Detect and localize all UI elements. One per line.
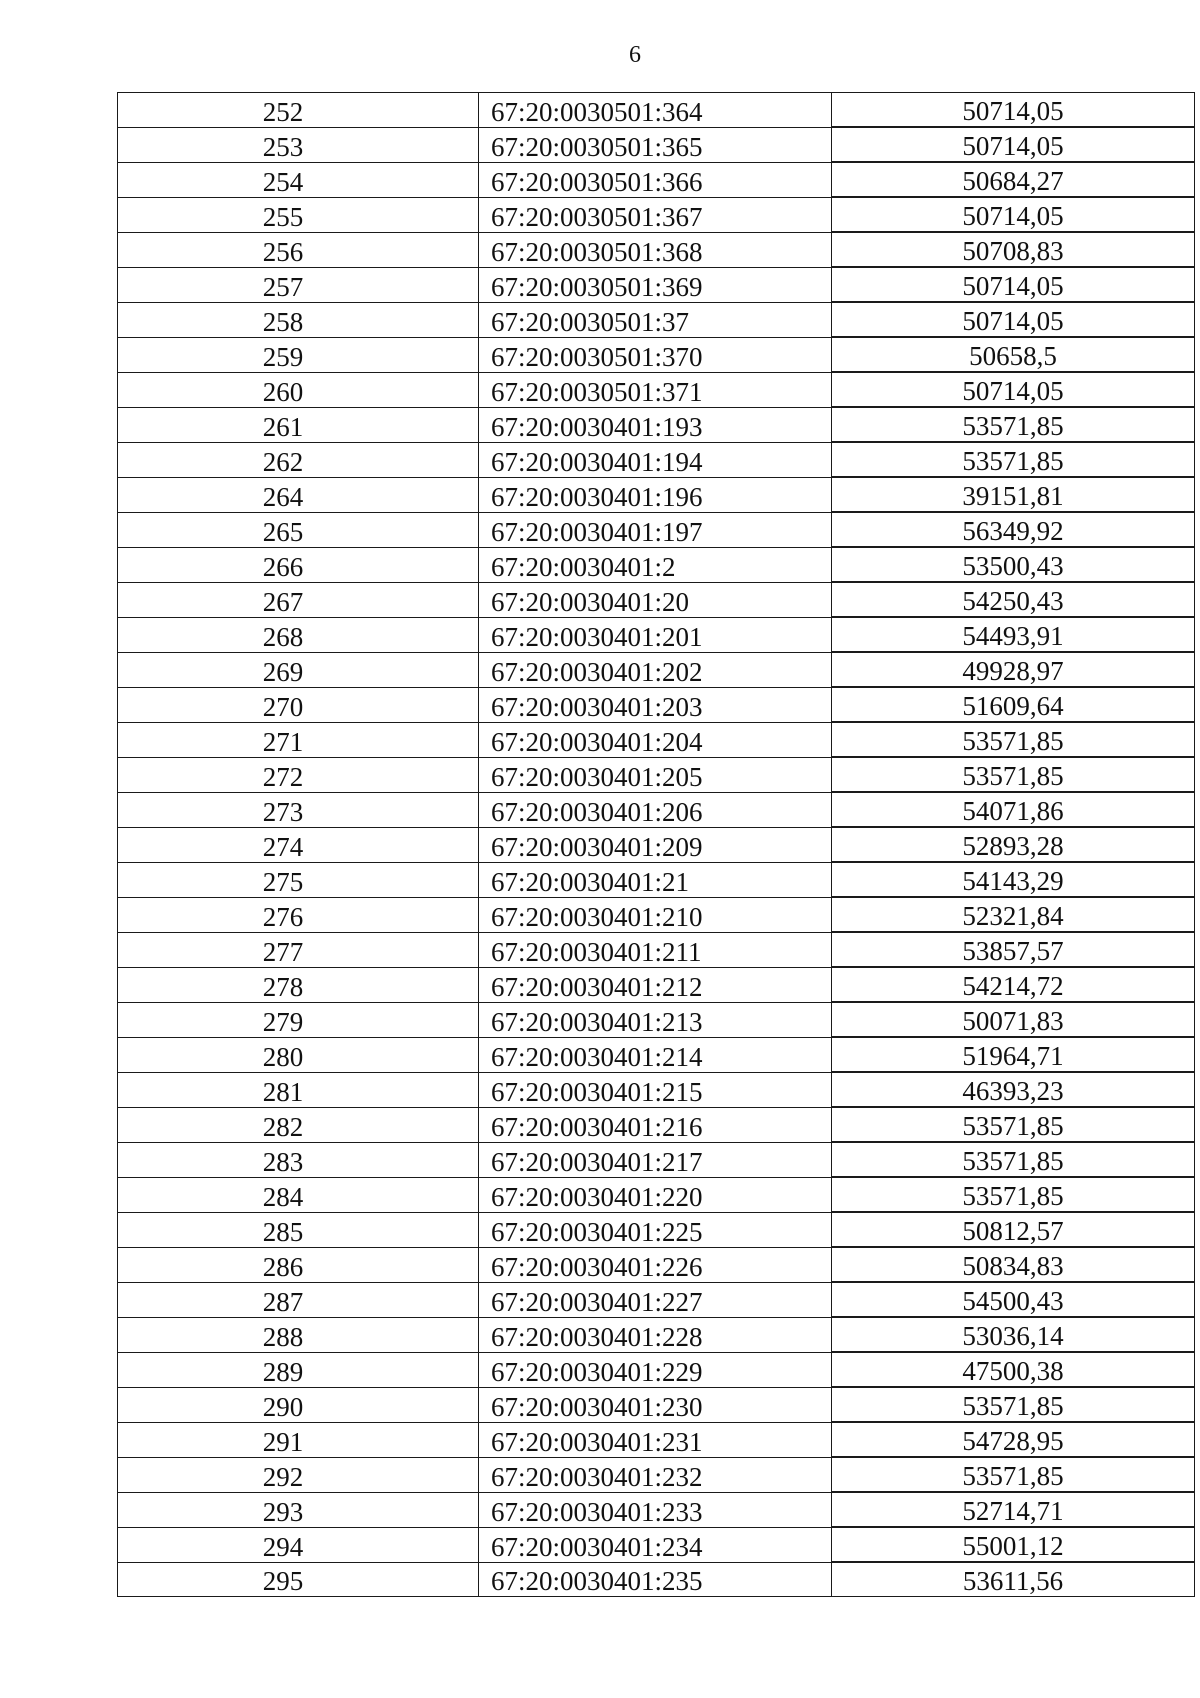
row-number-cell: 285 bbox=[118, 1212, 479, 1247]
cadastral-number-cell: 67:20:0030401:205 bbox=[479, 757, 832, 792]
row-number-cell: 286 bbox=[118, 1247, 479, 1282]
table-row bbox=[118, 652, 1195, 687]
cadastral-number-cell: 67:20:0030401:194 bbox=[479, 442, 832, 477]
cadastral-number-cell: 67:20:0030501:371 bbox=[479, 372, 832, 407]
table-row bbox=[118, 1002, 1195, 1037]
cadastral-number-cell: 67:20:0030401:20 bbox=[479, 582, 832, 617]
row-number-cell: 271 bbox=[118, 722, 479, 757]
value-cell: 52893,28 bbox=[832, 827, 1195, 862]
value-cell: 54500,43 bbox=[832, 1282, 1195, 1317]
value-cell: 50071,83 bbox=[832, 1002, 1195, 1037]
row-number-cell: 255 bbox=[118, 197, 479, 232]
table-row bbox=[118, 687, 1195, 722]
cadastral-number-cell: 67:20:0030501:370 bbox=[479, 337, 832, 372]
row-number-cell: 264 bbox=[118, 477, 479, 512]
row-number-cell: 293 bbox=[118, 1492, 479, 1527]
row-number-cell: 275 bbox=[118, 862, 479, 897]
table-row bbox=[118, 1492, 1195, 1527]
value-cell: 50708,83 bbox=[832, 232, 1195, 267]
table-row bbox=[118, 1177, 1195, 1212]
row-number-cell: 276 bbox=[118, 897, 479, 932]
table-row bbox=[118, 1282, 1195, 1317]
table-row bbox=[118, 1107, 1195, 1142]
page-number: 6 bbox=[629, 42, 641, 68]
table-row bbox=[118, 1352, 1195, 1387]
table-row bbox=[118, 967, 1195, 1002]
cadastral-number-cell: 67:20:0030501:365 bbox=[479, 127, 832, 162]
row-number-cell: 266 bbox=[118, 547, 479, 582]
value-cell: 50714,05 bbox=[832, 302, 1195, 337]
table-row bbox=[118, 302, 1195, 337]
value-cell: 50658,5 bbox=[832, 337, 1195, 372]
value-cell: 50812,57 bbox=[832, 1212, 1195, 1247]
cadastral-value-table bbox=[117, 92, 1195, 1597]
table-row bbox=[118, 722, 1195, 757]
value-cell: 53571,85 bbox=[832, 1177, 1195, 1212]
value-cell: 50714,05 bbox=[832, 267, 1195, 302]
row-number-cell: 253 bbox=[118, 127, 479, 162]
value-cell: 53036,14 bbox=[832, 1317, 1195, 1352]
row-number-cell: 260 bbox=[118, 372, 479, 407]
cadastral-number-cell: 67:20:0030501:368 bbox=[479, 232, 832, 267]
cadastral-number-cell: 67:20:0030401:201 bbox=[479, 617, 832, 652]
cadastral-number-cell: 67:20:0030401:231 bbox=[479, 1422, 832, 1457]
row-number-cell: 294 bbox=[118, 1527, 479, 1562]
value-cell: 54143,29 bbox=[832, 862, 1195, 897]
value-cell: 51609,64 bbox=[832, 687, 1195, 722]
row-number-cell: 280 bbox=[118, 1037, 479, 1072]
value-cell: 39151,81 bbox=[832, 477, 1195, 512]
value-cell: 50834,83 bbox=[832, 1247, 1195, 1282]
cadastral-number-cell: 67:20:0030401:220 bbox=[479, 1177, 832, 1212]
cadastral-number-cell: 67:20:0030401:193 bbox=[479, 407, 832, 442]
row-number-cell: 274 bbox=[118, 827, 479, 862]
table-row bbox=[118, 232, 1195, 267]
cadastral-number-cell: 67:20:0030401:212 bbox=[479, 967, 832, 1002]
cadastral-number-cell: 67:20:0030401:227 bbox=[479, 1282, 832, 1317]
value-cell: 46393,23 bbox=[832, 1072, 1195, 1107]
table-row bbox=[118, 1317, 1195, 1352]
row-number-cell: 269 bbox=[118, 652, 479, 687]
table-row bbox=[118, 862, 1195, 897]
value-cell: 54493,91 bbox=[832, 617, 1195, 652]
value-cell: 53571,85 bbox=[832, 1387, 1195, 1422]
table-row bbox=[118, 372, 1195, 407]
table-row bbox=[118, 897, 1195, 932]
value-cell: 54071,86 bbox=[832, 792, 1195, 827]
value-cell: 50714,05 bbox=[832, 197, 1195, 232]
cadastral-number-cell: 67:20:0030401:211 bbox=[479, 932, 832, 967]
row-number-cell: 278 bbox=[118, 967, 479, 1002]
table-row bbox=[118, 1037, 1195, 1072]
cadastral-number-cell: 67:20:0030501:364 bbox=[479, 93, 832, 128]
value-cell: 54250,43 bbox=[832, 582, 1195, 617]
cadastral-number-cell: 67:20:0030401:226 bbox=[479, 1247, 832, 1282]
value-cell: 53611,56 bbox=[832, 1562, 1195, 1597]
cadastral-number-cell: 67:20:0030401:202 bbox=[479, 652, 832, 687]
row-number-cell: 279 bbox=[118, 1002, 479, 1037]
row-number-cell: 289 bbox=[118, 1352, 479, 1387]
table-row bbox=[118, 512, 1195, 547]
row-number-cell: 291 bbox=[118, 1422, 479, 1457]
value-cell: 47500,38 bbox=[832, 1352, 1195, 1387]
cadastral-number-cell: 67:20:0030401:216 bbox=[479, 1107, 832, 1142]
table-row bbox=[118, 1142, 1195, 1177]
row-number-cell: 265 bbox=[118, 512, 479, 547]
cadastral-number-cell: 67:20:0030401:228 bbox=[479, 1317, 832, 1352]
table-row bbox=[118, 1247, 1195, 1282]
table-row bbox=[118, 162, 1195, 197]
table-body bbox=[118, 93, 1195, 1597]
value-cell: 53571,85 bbox=[832, 407, 1195, 442]
value-cell: 53571,85 bbox=[832, 1457, 1195, 1492]
cadastral-number-cell: 67:20:0030401:196 bbox=[479, 477, 832, 512]
cadastral-number-cell: 67:20:0030401:230 bbox=[479, 1387, 832, 1422]
row-number-cell: 292 bbox=[118, 1457, 479, 1492]
cadastral-number-cell: 67:20:0030401:217 bbox=[479, 1142, 832, 1177]
row-number-cell: 281 bbox=[118, 1072, 479, 1107]
table-row bbox=[118, 1072, 1195, 1107]
cadastral-number-cell: 67:20:0030401:213 bbox=[479, 1002, 832, 1037]
row-number-cell: 259 bbox=[118, 337, 479, 372]
table-row bbox=[118, 932, 1195, 967]
value-cell: 50714,05 bbox=[832, 372, 1195, 407]
table-row bbox=[118, 1387, 1195, 1422]
value-cell: 53571,85 bbox=[832, 1107, 1195, 1142]
cadastral-number-cell: 67:20:0030401:233 bbox=[479, 1492, 832, 1527]
table-row bbox=[118, 1527, 1195, 1562]
row-number-cell: 277 bbox=[118, 932, 479, 967]
row-number-cell: 287 bbox=[118, 1282, 479, 1317]
cadastral-number-cell: 67:20:0030401:232 bbox=[479, 1457, 832, 1492]
table-row bbox=[118, 1457, 1195, 1492]
row-number-cell: 283 bbox=[118, 1142, 479, 1177]
cadastral-number-cell: 67:20:0030401:204 bbox=[479, 722, 832, 757]
row-number-cell: 256 bbox=[118, 232, 479, 267]
cadastral-number-cell: 67:20:0030401:206 bbox=[479, 792, 832, 827]
table-row bbox=[118, 407, 1195, 442]
row-number-cell: 295 bbox=[118, 1562, 479, 1597]
value-cell: 49928,97 bbox=[832, 652, 1195, 687]
cadastral-number-cell: 67:20:0030401:21 bbox=[479, 862, 832, 897]
value-cell: 54214,72 bbox=[832, 967, 1195, 1002]
table-row bbox=[118, 267, 1195, 302]
table-row bbox=[118, 792, 1195, 827]
row-number-cell: 282 bbox=[118, 1107, 479, 1142]
value-cell: 53571,85 bbox=[832, 722, 1195, 757]
table-row bbox=[118, 93, 1195, 128]
value-cell: 55001,12 bbox=[832, 1527, 1195, 1562]
cadastral-number-cell: 67:20:0030501:369 bbox=[479, 267, 832, 302]
value-cell: 53500,43 bbox=[832, 547, 1195, 582]
cadastral-number-cell: 67:20:0030401:210 bbox=[479, 897, 832, 932]
value-cell: 50684,27 bbox=[832, 162, 1195, 197]
cadastral-number-cell: 67:20:0030401:234 bbox=[479, 1527, 832, 1562]
row-number-cell: 257 bbox=[118, 267, 479, 302]
cadastral-number-cell: 67:20:0030401:235 bbox=[479, 1562, 832, 1597]
row-number-cell: 272 bbox=[118, 757, 479, 792]
value-cell: 53571,85 bbox=[832, 1142, 1195, 1177]
row-number-cell: 290 bbox=[118, 1387, 479, 1422]
cadastral-number-cell: 67:20:0030401:197 bbox=[479, 512, 832, 547]
table-row bbox=[118, 547, 1195, 582]
value-cell: 53857,57 bbox=[832, 932, 1195, 967]
row-number-cell: 288 bbox=[118, 1317, 479, 1352]
value-cell: 52321,84 bbox=[832, 897, 1195, 932]
row-number-cell: 270 bbox=[118, 687, 479, 722]
table-row bbox=[118, 827, 1195, 862]
table-row bbox=[118, 617, 1195, 652]
table-row bbox=[118, 197, 1195, 232]
table-row bbox=[118, 1562, 1195, 1597]
table-row bbox=[118, 1212, 1195, 1247]
table-row bbox=[118, 757, 1195, 792]
table-row bbox=[118, 1422, 1195, 1457]
table-row bbox=[118, 582, 1195, 617]
row-number-cell: 284 bbox=[118, 1177, 479, 1212]
cadastral-number-cell: 67:20:0030501:37 bbox=[479, 302, 832, 337]
row-number-cell: 268 bbox=[118, 617, 479, 652]
value-cell: 56349,92 bbox=[832, 512, 1195, 547]
value-cell: 50714,05 bbox=[832, 93, 1195, 128]
table-row bbox=[118, 127, 1195, 162]
value-cell: 54728,95 bbox=[832, 1422, 1195, 1457]
row-number-cell: 258 bbox=[118, 302, 479, 337]
cadastral-number-cell: 67:20:0030401:229 bbox=[479, 1352, 832, 1387]
value-cell: 52714,71 bbox=[832, 1492, 1195, 1527]
cadastral-number-cell: 67:20:0030401:209 bbox=[479, 827, 832, 862]
cadastral-number-cell: 67:20:0030401:215 bbox=[479, 1072, 832, 1107]
value-cell: 53571,85 bbox=[832, 757, 1195, 792]
cadastral-number-cell: 67:20:0030401:225 bbox=[479, 1212, 832, 1247]
cadastral-number-cell: 67:20:0030501:366 bbox=[479, 162, 832, 197]
row-number-cell: 252 bbox=[118, 93, 479, 128]
row-number-cell: 261 bbox=[118, 407, 479, 442]
value-cell: 53571,85 bbox=[832, 442, 1195, 477]
value-cell: 51964,71 bbox=[832, 1037, 1195, 1072]
cadastral-number-cell: 67:20:0030401:214 bbox=[479, 1037, 832, 1072]
row-number-cell: 273 bbox=[118, 792, 479, 827]
row-number-cell: 267 bbox=[118, 582, 479, 617]
table-row bbox=[118, 337, 1195, 372]
cadastral-number-cell: 67:20:0030401:203 bbox=[479, 687, 832, 722]
table-row bbox=[118, 442, 1195, 477]
table-row bbox=[118, 477, 1195, 512]
row-number-cell: 262 bbox=[118, 442, 479, 477]
cadastral-number-cell: 67:20:0030501:367 bbox=[479, 197, 832, 232]
cadastral-number-cell: 67:20:0030401:2 bbox=[479, 547, 832, 582]
value-cell: 50714,05 bbox=[832, 127, 1195, 162]
row-number-cell: 254 bbox=[118, 162, 479, 197]
